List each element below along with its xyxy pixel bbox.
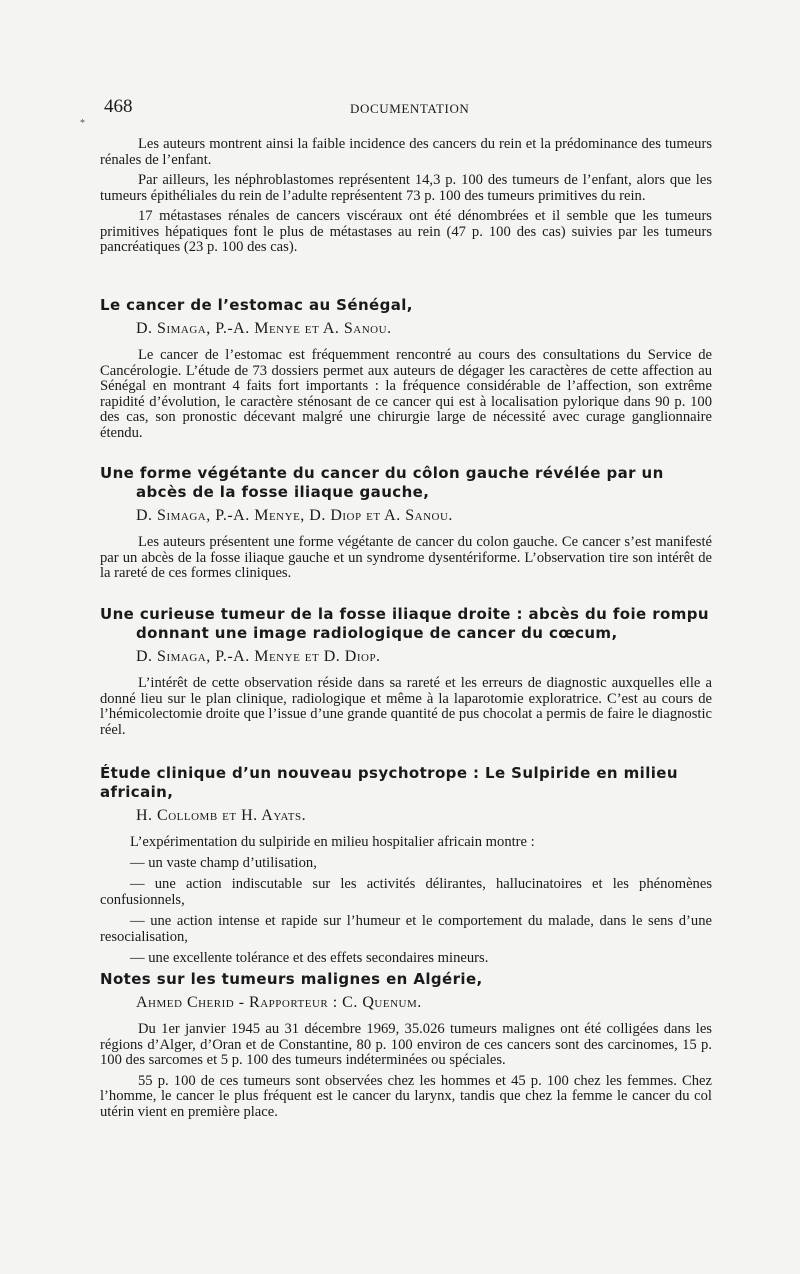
article-title: Notes sur les tumeurs malignes en Algérie, [100,970,483,988]
article-fosse-iliaque [100,605,712,743]
article-authors: Ahmed Cherid - Rapporteur : C. Quenum. [136,994,422,1011]
list-item: — une action intense et rapide sur l’humeur et le comportement du malade, dans le sens d’une resocialisation, [100,913,712,945]
intro-paragraph: 17 métastases rénales de cancers viscéraux ont été dénombrées et il semble que les tumeurs primitives hépatiques font le plus de métastases au rein (47 p. 100 des cas) suivies par les tumeurs pancréatiques (23 p. 100 des cas). [100,208,712,255]
article-algerie [100,970,712,1125]
article-paragraph: 55 p. 100 de ces tumeurs sont observées chez les hommes et 45 p. 100 chez les femmes. Chez l’homme, le cancer le plus fréquent est le cancer du larynx, tandis que chez la femme le cancer du col utérin vient en première place. [100,1072,712,1120]
list-item: — une action indiscutable sur les activités délirantes, hallucinatoires et les phénomènes confusionnels, [100,876,712,908]
list-item: — un vaste champ d’utilisation, [130,854,317,871]
article-authors: H. Collomb et H. Ayats. [136,807,307,824]
article-paragraph: Les auteurs présentent une forme végétante de cancer du colon gauche. Ce cancer s’est manifesté par un abcès de la fosse iliaque gauche et un syndrome dysentériforme. L’observation tire son intérêt de la rareté de ces formes cliniques. [100,534,712,581]
page-header [100,96,712,120]
article-title: Une forme végétante du cancer du côlon gauche révélée par un abcès de la fosse iliaque gauche, [100,464,664,501]
article-paragraph: L’intérêt de cette observation réside dans sa rareté et les erreurs de diagnostic auxquelles elle a donné lieu sur le plan clinique, radiologique et même à la laparotomie exploratrice. C’est au cours de l’hémicolectomie droite que l’issue d’une grande quantité de pus chocolat a permis de faire le diagnostic réel. [100,675,712,738]
article-title: Une curieuse tumeur de la fosse iliaque droite : abcès du foie rompu donnant une image radiologique de cancer du cœcum, [100,605,709,642]
article-title: Le cancer de l’estomac au Sénégal, [100,296,413,314]
page-number: 468 [104,96,133,117]
intro-paragraph: Les auteurs montrent ainsi la faible incidence des cancers du rein et la prédominance des tumeurs rénales de l’enfant. [100,136,712,168]
article-paragraph: Le cancer de l’estomac est fréquemment rencontré au cours des consultations du Service de Cancérologie. L’étude de 73 dossiers permet aux auteurs de dégager les caractères de cette affection au Sénégal en montrant 4 faits fort importants : la fréquence considérable de l’affection, son extrême rapidité d’évolution, le caractère sténosant de ce cancer qui est à localisation pylorique dans 90 p. 100 des cas, son pronostic décevant malgré une chirurgie large de nécessité avec curage ganglionnaire étendu. [100,347,712,441]
article-authors: D. Simaga, P.-A. Menye et A. Sanou. [136,320,392,337]
list-item: — une excellente tolérance et des effets secondaires mineurs. [130,950,489,966]
margin-mark: * [80,118,85,129]
article-paragraph: L’expérimentation du sulpiride en milieu hospitalier africain montre : [130,834,535,850]
intro-section [100,137,712,261]
article-authors: D. Simaga, P.-A. Menye et D. Diop. [136,648,381,665]
article-estomac [100,296,712,446]
intro-paragraph: Par ailleurs, les néphroblastomes représentent 14,3 p. 100 des tumeurs de l’enfant, alors que les tumeurs épithéliales du rein de l’adulte représentent 73 p. 100 des tumeurs primitives du rein. [100,172,712,204]
article-paragraph: Du 1er janvier 1945 au 31 décembre 1969, 35.026 tumeurs malignes ont été colligées dans les régions d’Alger, d’Oran et de Constantine, 80 p. 100 environ de ces cancers sont des carcinomes, 15 p. 100 des sarcomes et 5 p. 100 des tumeurs indéterminées ou spéciales. [100,1021,712,1068]
article-colon [100,464,712,587]
running-title: DOCUMENTATION [350,101,470,116]
article-authors: D. Simaga, P.-A. Menye, D. Diop et A. Sanou. [136,507,453,524]
article-sulpiride [100,764,712,973]
article-title: Étude clinique d’un nouveau psychotrope : Le Sulpiride en milieu africain, [100,764,678,801]
